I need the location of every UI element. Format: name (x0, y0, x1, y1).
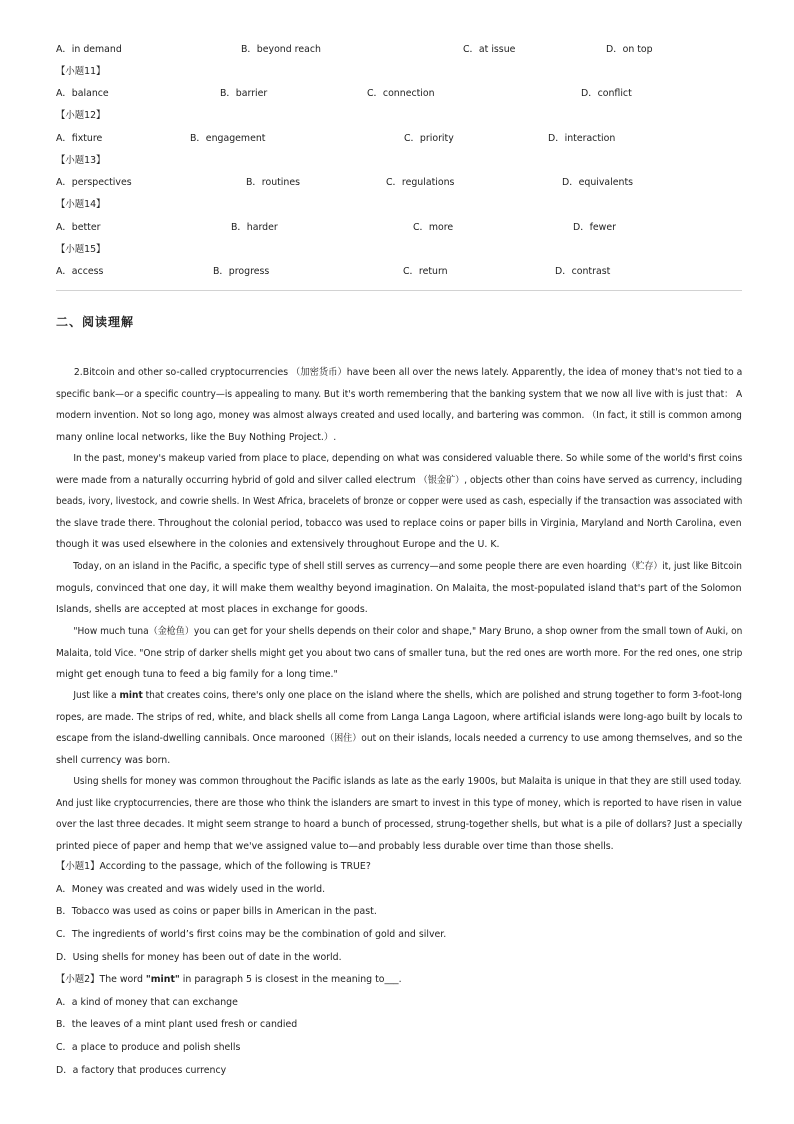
question-2-stem (56, 974, 402, 986)
q12-option-d: D．interaction (548, 133, 616, 144)
keyword-mint: mint (119, 690, 143, 701)
q12-option-a: A．fixture (56, 133, 103, 144)
passage-paragraph-3 (56, 556, 742, 621)
q11-label: 【小题11】 (56, 66, 106, 77)
q15-option-c: C．return (403, 266, 448, 277)
question-1-option-c: C．The ingredients of world’s first coins may be the combination of gold and silver. (56, 929, 447, 940)
passage-line: though it was used elsewhere in the colonies and extensively throughout Europe and the U. K. (56, 539, 500, 551)
passage-text: that creates coins, there's only one place on the island where the shells, which are polished and strung together to form 3-foot-long (142, 690, 742, 701)
passage-line: the slave trade there. Throughout the colonial period, tobacco was used to replace coins or paper bills in Virginia, Maryland and North Carolina, even (56, 517, 742, 529)
q13-option-a: A．perspectives (56, 177, 132, 188)
passage-line: Islands, shells are accepted at most places in exchange for goods. (56, 604, 368, 616)
q15-label: 【小题15】 (56, 244, 106, 255)
q14-label: 【小题14】 (56, 199, 106, 210)
q15-option-d: D．contrast (555, 266, 611, 277)
q10-option-c: C．at issue (463, 44, 516, 55)
question-1-option-b: B．Tobacco was used as coins or paper bills in American in the past. (56, 906, 377, 917)
q14-option-c: C．more (413, 222, 454, 233)
passage-line: printed piece of paper and hemp that we've assigned value to—and probably less durable over time than those shells. (56, 840, 614, 852)
passage-text: Just like a (73, 690, 120, 701)
passage-paragraph-5 (56, 685, 742, 771)
q13-option-d: D．equivalents (562, 177, 634, 188)
q10-option-a: A．in demand (56, 44, 122, 55)
q13-option-c: C．regulations (386, 177, 455, 188)
q11-option-a: A．balance (56, 88, 109, 99)
passage-line: might get enough tuna to feed a big family for a long time." (56, 669, 338, 681)
q12-option-b: B．engagement (190, 133, 266, 144)
passage-paragraph-2 (56, 448, 742, 556)
question-1-stem: 【小题1】According to the passage, which of the following is TRUE? (56, 861, 371, 872)
question-1-option-a: A．Money was created and was widely used in the world. (56, 884, 326, 895)
passage-paragraph-6 (56, 771, 742, 857)
passage-line: specific bank—or a specific country—is appealing to many. But it's worth remembering that the banking system that we now all live with is just that： A (56, 388, 743, 400)
q14-option-a: A．better (56, 222, 101, 233)
q13-label: 【小题13】 (56, 155, 106, 166)
q14-option-b: B．harder (231, 222, 278, 233)
q12-option-c: C．priority (404, 133, 454, 144)
passage-paragraph-4 (56, 621, 742, 686)
passage-line (56, 685, 742, 707)
passage-line: Malaita, told Vice. "One strip of darker shells might get you about two cans of smaller tuna, but the red ones are worth more. For the red ones, one strip (56, 647, 743, 659)
question-2-option-b: B．the leaves of a mint plant used fresh or candied (56, 1019, 298, 1030)
q13-option-b: B．routines (246, 177, 301, 188)
passage-line: moguls, convinced that one day, it will make them wealthy beyond imagination. On Malaita, the most-populated island that's part of the Solomon (56, 582, 742, 594)
q15-option-b: B．progress (213, 266, 270, 277)
section-divider (56, 290, 742, 291)
passage-line: escape from the island-dwelling cannibals. Once marooned（困住）out on their islands, locals needed a currency to use among themselves, and so the (56, 733, 743, 745)
question-2-stem-text: in paragraph 5 is closest in the meaning to___. (179, 974, 402, 985)
q11-option-d: D．conflict (581, 88, 632, 99)
question-2-option-a: A．a kind of money that can exchange (56, 997, 238, 1008)
q10-option-d: D．on top (606, 44, 653, 55)
passage-line: 2.Bitcoin and other so-called cryptocurrencies （加密货币）have been all over the news lately. Apparently, the idea of money that's not tied to a (73, 367, 743, 378)
passage-paragraph-1 (56, 362, 742, 448)
passage-line: shell currency was born. (56, 754, 171, 766)
passage-line: many online local networks, like the Buy Nothing Project.）. (56, 431, 337, 443)
question-2-option-c: C．a place to produce and polish shells (56, 1042, 241, 1053)
passage-line: Using shells for money was common throughout the Pacific islands as late as the early 1900s, but Malaita is unique in that they are still used today. (73, 776, 742, 787)
q15-option-a: A．access (56, 266, 104, 277)
q10-option-b: B．beyond reach (241, 44, 321, 55)
q11-option-b: B．barrier (220, 88, 268, 99)
q11-option-c: C．connection (367, 88, 435, 99)
passage-line: In the past, money's makeup varied from place to place, depending on what was considered valuable there. So while some of the world's first coins (73, 453, 743, 464)
passage-line: modern invention. Not so long ago, money was almost always created and used locally, and bartering was common. （In fact, it still is common among (56, 410, 742, 422)
q14-option-d: D．fewer (573, 222, 616, 233)
passage-line: ropes, are made. The strips of red, white, and black shells all come from Langa Langa Lagoon, where artificial islands were long-ago built by locals to (56, 711, 743, 723)
question-1-option-d: D．Using shells for money has been out of date in the world. (56, 952, 342, 963)
passage-line: "How much tuna（金枪鱼）you can get for your shells depends on their color and shape," Mary Bruno, a shop owner from the small town of Auki, on (73, 626, 743, 637)
question-2-keyword: "mint" (145, 974, 180, 985)
passage-line: over the last three decades. It might seem strange to hoard a bunch of processed, strung-together shells, but what is a pile of dollars? Just a specially (56, 819, 743, 831)
question-2-stem-text: 【小题2】The word (56, 974, 146, 985)
q12-label: 【小题12】 (56, 110, 106, 121)
passage-line: Today, on an island in the Pacific, a specific type of shell still serves as currency—and some people there are even hoarding（贮存）it, just like Bitcoin (73, 561, 742, 572)
passage-line: were made from a naturally occurring hybrid of gold and silver called electrum （银金矿）, objects other than coins have served as currency, including (56, 474, 743, 486)
passage-line: And just like cryptocurrencies, there are those who think the islanders are smart to invest in this type of money, which is reported to have risen in value (56, 797, 742, 809)
passage-line: beads, ivory, livestock, and cowrie shells. In West Africa, bracelets of bronze or copper were used as cash, especially if the transaction was associated with (56, 496, 743, 508)
section-heading: 二、阅读理解 (56, 315, 135, 329)
question-2-option-d: D．a factory that produces currency (56, 1065, 227, 1076)
